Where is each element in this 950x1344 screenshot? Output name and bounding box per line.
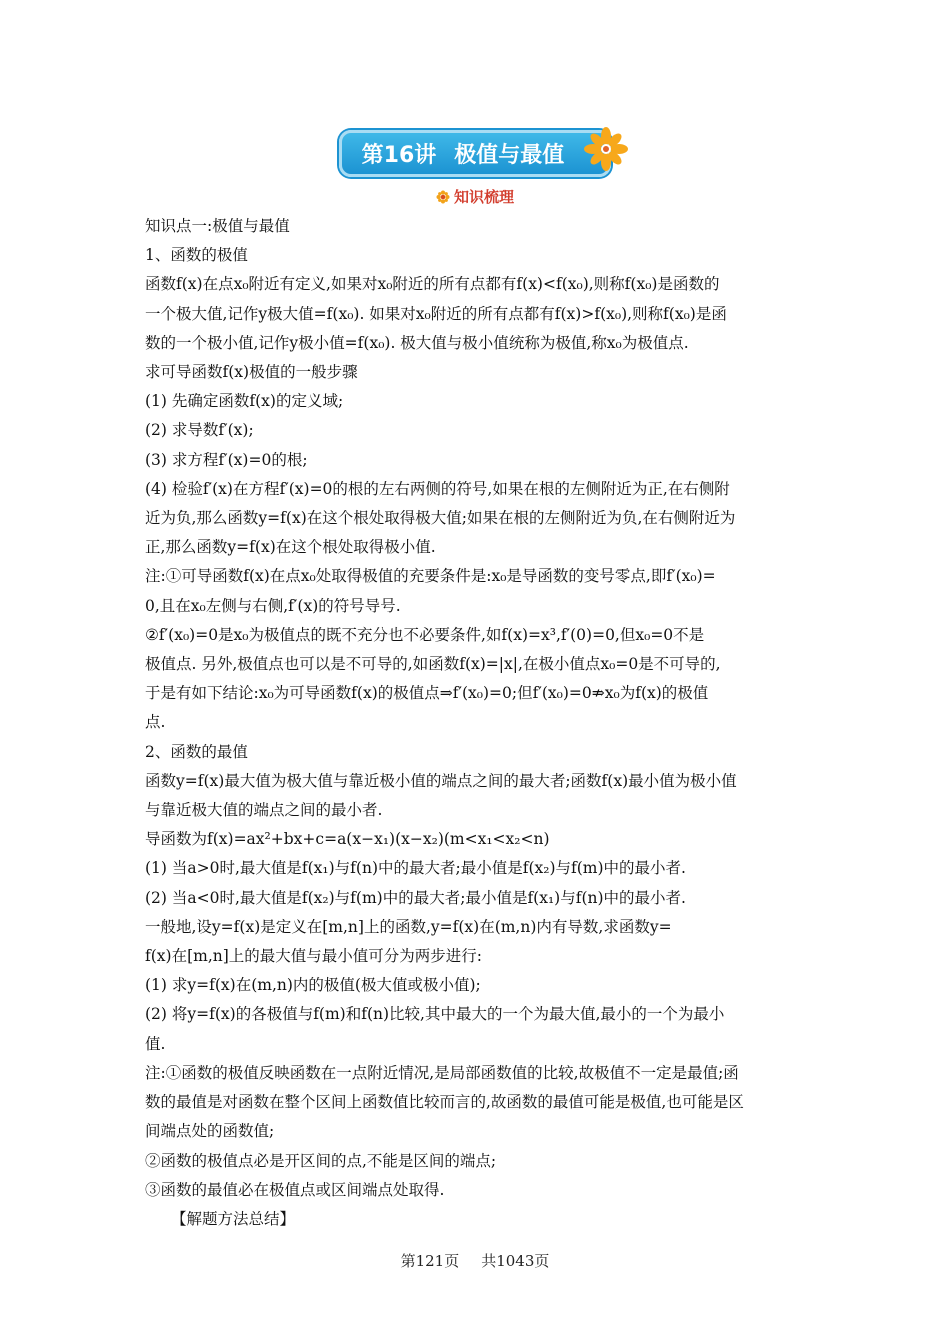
text-line: (2) 将y=f(x)的各极值与f(m)和f(n)比较,其中最大的一个为最大值,最小的一个为最小: [145, 1005, 725, 1024]
text-line: (3) 求方程f′(x)=0的根;: [145, 450, 308, 469]
text-line: (1) 求y=f(x)在(m,n)内的极值(极大值或极小值);: [145, 976, 481, 995]
text-line: 点.: [145, 713, 166, 732]
page-total: 共1043页: [481, 1252, 550, 1270]
lecture-topic: 极值与最值: [454, 143, 565, 168]
text-line: 求可导函数f(x)极值的一般步骤: [145, 363, 358, 382]
page-footer: [0, 1250, 950, 1271]
text-line: 注:①函数的极值反映函数在一点附近情况,是局部函数值的比较,故极值不一定是最值;函: [145, 1063, 739, 1082]
text-line: (4) 检验f′(x)在方程f′(x)=0的根的左右两侧的符号,如果在根的左侧附近为正,在右侧附: [145, 479, 730, 498]
section-heading: [0, 186, 950, 208]
text-line: 函数y=f(x)最大值为极大值与靠近极小值的端点之间的最大者;函数f(x)最小值为极小值: [145, 771, 737, 790]
content-body: [145, 212, 815, 1234]
text-line: f(x)在[m,n]上的最大值与最小值可分为两步进行:: [145, 947, 482, 966]
text-line: 间端点处的函数值;: [145, 1122, 275, 1141]
text-line: 注:①可导函数f(x)在点x₀处取得极值的充要条件是:x₀是导函数的变号零点,即f′(x₀)=: [145, 567, 716, 586]
text-line: (2) 当a<0时,最大值是f(x₂)与f(m)中的最大者;最小值是f(x₁)与f(n)中的最小者.: [145, 888, 686, 907]
text-line: 数的一个极小值,记作y极小值=f(x₀). 极大值与极小值统称为极值,称x₀为极值点.: [145, 333, 689, 352]
section-title: 知识梳理: [453, 188, 514, 206]
text-line: ②函数的极值点必是开区间的点,不能是区间的端点;: [145, 1151, 497, 1170]
text-line: 一个极大值,记作y极大值=f(x₀). 如果对x₀附近的所有点都有f(x)>f(x₀),则称f(x₀)是函: [145, 304, 727, 323]
text-line: 极值点. 另外,极值点也可以是不可导的,如函数f(x)=|x|,在极小值点x₀=0是不可导的,: [145, 655, 721, 674]
text-line: 值.: [145, 1034, 166, 1053]
page-number: 第121页: [400, 1252, 460, 1270]
lecture-number: 第16讲: [361, 143, 437, 168]
text-line: 近为负,那么函数y=f(x)在这个根处取得极大值;如果在根的左侧附近为负,在右侧附近为: [145, 509, 736, 528]
text-line: (1) 当a>0时,最大值是f(x₁)与f(n)中的最大者;最小值是f(x₂)与f(m)中的最小者.: [145, 859, 686, 878]
sun-flower-icon: [436, 190, 450, 204]
text-line: 于是有如下结论:x₀为可导函数f(x)的极值点⇒f′(x₀)=0;但f′(x₀)=0⇏x₀为f(x)的极值: [145, 684, 709, 703]
method-summary-title: 【解题方法总结】: [171, 1209, 296, 1228]
lecture-title: [339, 130, 612, 177]
text-line: (1) 先确定函数f(x)的定义域;: [145, 392, 344, 411]
text-line: 函数f(x)在点x₀附近有定义,如果对x₀附近的所有点都有f(x)<f(x₀),则称f(x₀)是函数的: [145, 275, 720, 294]
text-line: 2、函数的最值: [145, 742, 248, 761]
text-line: 一般地,设y=f(x)是定义在[m,n]上的函数,y=f(x)在(m,n)内有导数,求函数y=: [145, 917, 672, 936]
text-line: ③函数的最值必在极值点或区间端点处取得.: [145, 1180, 445, 1199]
text-line: 1、函数的极值: [145, 246, 248, 265]
text-line: 数的最值是对函数在整个区间上函数值比较而言的,故函数的最值可能是极值,也可能是区: [145, 1093, 744, 1112]
text-line: 0,且在x₀左侧与右侧,f′(x)的符号导号.: [145, 596, 401, 615]
text-line: 导函数为f(x)=ax²+bx+c=a(x−x₁)(x−x₂)(m<x₁<x₂<n): [145, 830, 550, 849]
text-line: 知识点一:极值与最值: [145, 217, 290, 235]
text-line: (2) 求导数f′(x);: [145, 421, 254, 440]
text-line: 与靠近极大值的端点之间的最小者.: [145, 801, 383, 820]
lecture-banner: [0, 130, 950, 177]
text-line: 正,那么函数y=f(x)在这个根处取得极小值.: [145, 538, 436, 557]
flower-icon: [582, 125, 630, 173]
text-line: ②f′(x₀)=0是x₀为极值点的既不充分也不必要条件,如f(x)=x³,f′(0)=0,但x₀=0不是: [145, 625, 705, 644]
